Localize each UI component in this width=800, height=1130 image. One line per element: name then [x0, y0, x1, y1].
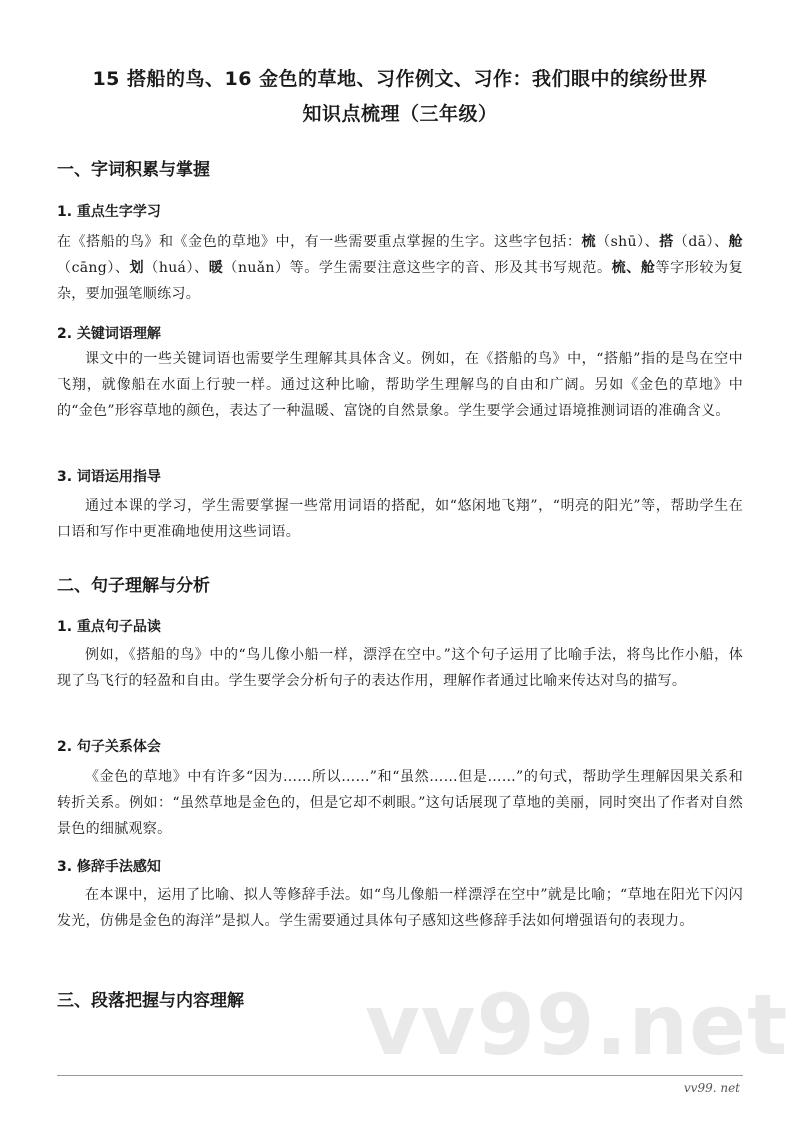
paragraph-word-usage: 通过本课的学习，学生需要掌握一些常用词语的搭配，如“悠闲地飞翔”，“明亮的阳光”等，帮助学生在口语和写作中更准确地使用这些词语。 [57, 498, 743, 540]
subsection-heading-key-words: 2. 关键词语理解 [57, 326, 161, 342]
paragraph-key-sentences: 例如，《搭船的鸟》中的“鸟儿像小船一样，漂浮在空中。”这个句子运用了比喻手法，将鸟比作小船，体现了鸟飞行的轻盈和自由。学生要学会分析句子的表达作用，理解作者通过比喻来传达对鸟的描写。 [57, 647, 743, 689]
footer-url: vv99. net [683, 1081, 740, 1095]
paragraph-rhetoric: 在本课中，运用了比喻、拟人等修辞手法。如“鸟儿像船一样漂浮在空中”就是比喻；“草地在阳光下闪闪发光，仿佛是金色的海洋”是拟人。学生需要通过具体句子感知这些修辞手法如何增强语句的表现力。 [57, 887, 743, 929]
document-page [57, 0, 743, 1130]
site-watermark: vv99.net [365, 976, 789, 1074]
highlighted-character: 梳、舱 [611, 260, 656, 276]
text-run: 等字形较为复杂，要加强笔顺练习。 [57, 260, 743, 302]
paragraph-key-characters [57, 229, 743, 307]
highlighted-character: 梳 [581, 234, 597, 250]
text-run: （huá）、 [144, 260, 209, 276]
highlighted-character: 暖 [208, 260, 224, 276]
document-title-line-1: 15 搭船的鸟、16 金色的草地、习作例文、习作：我们眼中的缤纷世界 [92, 68, 708, 90]
paragraph-key-words: 课文中的一些关键词语也需要学生理解其具体含义。例如，在《搭船的鸟》中，“搭船”指的是鸟在空中飞翔，就像船在水面上行驶一样。通过这种比喻，帮助学生理解鸟的自由和广阔。另如《金色的草地》中的“金色”形容草地的颜色，表达了一种温暖、富饶的自然景象。学生要学会通过语境推测词语的准确含义。 [57, 351, 743, 419]
subsection-heading-word-usage: 3. 词语运用指导 [57, 469, 161, 485]
section-heading-sentences: 二、句子理解与分析 [57, 576, 210, 596]
highlighted-character: 搭 [659, 234, 674, 250]
paragraph-sentence-relations: 《金色的草地》中有许多“因为……所以……”和“虽然……但是……”的句式，帮助学生理解因果关系和转折关系。例如：“虽然草地是金色的，但是它却不刺眼。”这句话展现了草地的美丽，同时突出了作者对自然景色的细腻观察。 [57, 769, 743, 837]
subsection-heading-key-sentences: 1. 重点句子品读 [57, 619, 161, 635]
highlighted-character: 舱 [728, 234, 743, 250]
text-run: （dā）、 [673, 234, 729, 250]
text-run: （nuǎn）等。学生需要注意这些字的音、形及其书写规范。 [223, 260, 612, 276]
subsection-heading-rhetoric: 3. 修辞手法感知 [57, 859, 161, 875]
document-title-line-2: 知识点梳理（三年级） [302, 103, 498, 125]
section-heading-paragraphs: 三、段落把握与内容理解 [57, 991, 244, 1011]
text-run: 在《搭船的鸟》和《金色的草地》中，有一些需要重点掌握的生字。这些字包括： [57, 234, 582, 250]
footer-divider [57, 1075, 743, 1076]
text-run: （cāng）、 [57, 260, 130, 276]
subsection-heading-sentence-relations: 2. 句子关系体会 [57, 739, 161, 755]
subsection-heading-key-characters: 1. 重点生字学习 [57, 204, 161, 220]
text-run: （shū）、 [596, 234, 660, 250]
section-heading-vocabulary: 一、字词积累与掌握 [57, 160, 210, 180]
highlighted-character: 划 [129, 260, 145, 276]
